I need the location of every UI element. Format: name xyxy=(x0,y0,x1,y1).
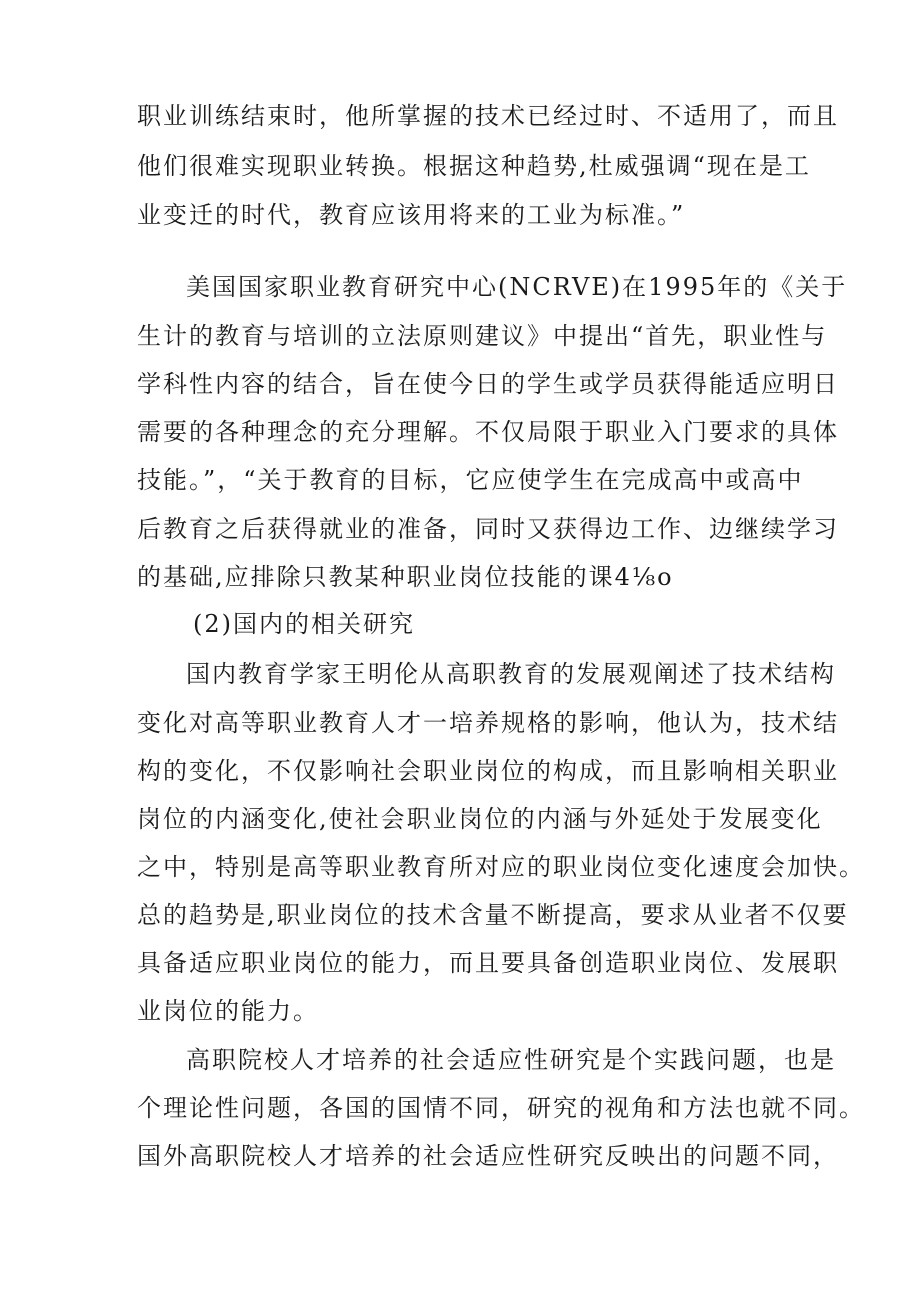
text-line: 业变迁的时代，教育应该用将来的工业为标准。” xyxy=(137,201,686,229)
text-line: 高职院校人才培养的社会适应性研究是个实践问题，也是 xyxy=(186,1046,836,1074)
text-line: 需要的各种理念的充分理解。不仅局限于职业入门要求的具体 xyxy=(137,418,839,446)
text-line: 生计的教育与培训的立法原则建议》中提出“首先，职业性与 xyxy=(137,322,828,350)
text-line: 学科性内容的结合，旨在使今日的学生或学员获得能适应明日 xyxy=(137,370,839,398)
text-line: 技能。”，“关于教育的目标，它应使学生在完成高中或高中 xyxy=(137,466,804,494)
text-line: 业岗位的能力。 xyxy=(137,997,319,1025)
text-line: 变化对高等职业教育人才一培养规格的影响，他认为，技术结 xyxy=(137,709,839,737)
text-line: 美国国家职业教育研究中心(NCRVE)在1995年的《关于 xyxy=(186,273,848,301)
text-line: 总的趋势是,职业岗位的技术含量不断提高，要求从业者不仅要 xyxy=(137,901,849,929)
text-line: 国内教育学家王明伦从高职教育的发展观阐述了技术结构 xyxy=(186,660,836,688)
text-line: 构的变化，不仅影响社会职业岗位的构成，而且影响相关职业 xyxy=(137,757,839,785)
text-line: 职业训练结束时，他所掌握的技术已经过时、不适用了，而且 xyxy=(137,102,839,130)
text-line: 岗位的内涵变化,使社会职业岗位的内涵与外延处于发展变化 xyxy=(137,805,823,833)
text-line: 的基础,应排除只教某种职业岗位技能的课4⅛o xyxy=(137,563,674,591)
text-line: 具备适应职业岗位的能力，而且要具备创造职业岗位、发展职 xyxy=(137,949,839,977)
text-line: 个理论性问题，各国的国情不同，研究的视角和方法也就不同。 xyxy=(137,1094,865,1122)
text-line: 他们很难实现职业转换。根据这种趋势,杜威强调“现在是工 xyxy=(137,152,811,180)
text-line: 之中，特别是高等职业教育所对应的职业岗位变化速度会加快。 xyxy=(137,853,865,881)
text-line: 国外高职院校人才培养的社会适应性研究反映出的问题不同， xyxy=(137,1142,839,1170)
text-line: 后教育之后获得就业的准备，同时又获得边工作、边继续学习 xyxy=(137,515,839,543)
section-heading: (2)国内的相关研究 xyxy=(193,610,415,638)
